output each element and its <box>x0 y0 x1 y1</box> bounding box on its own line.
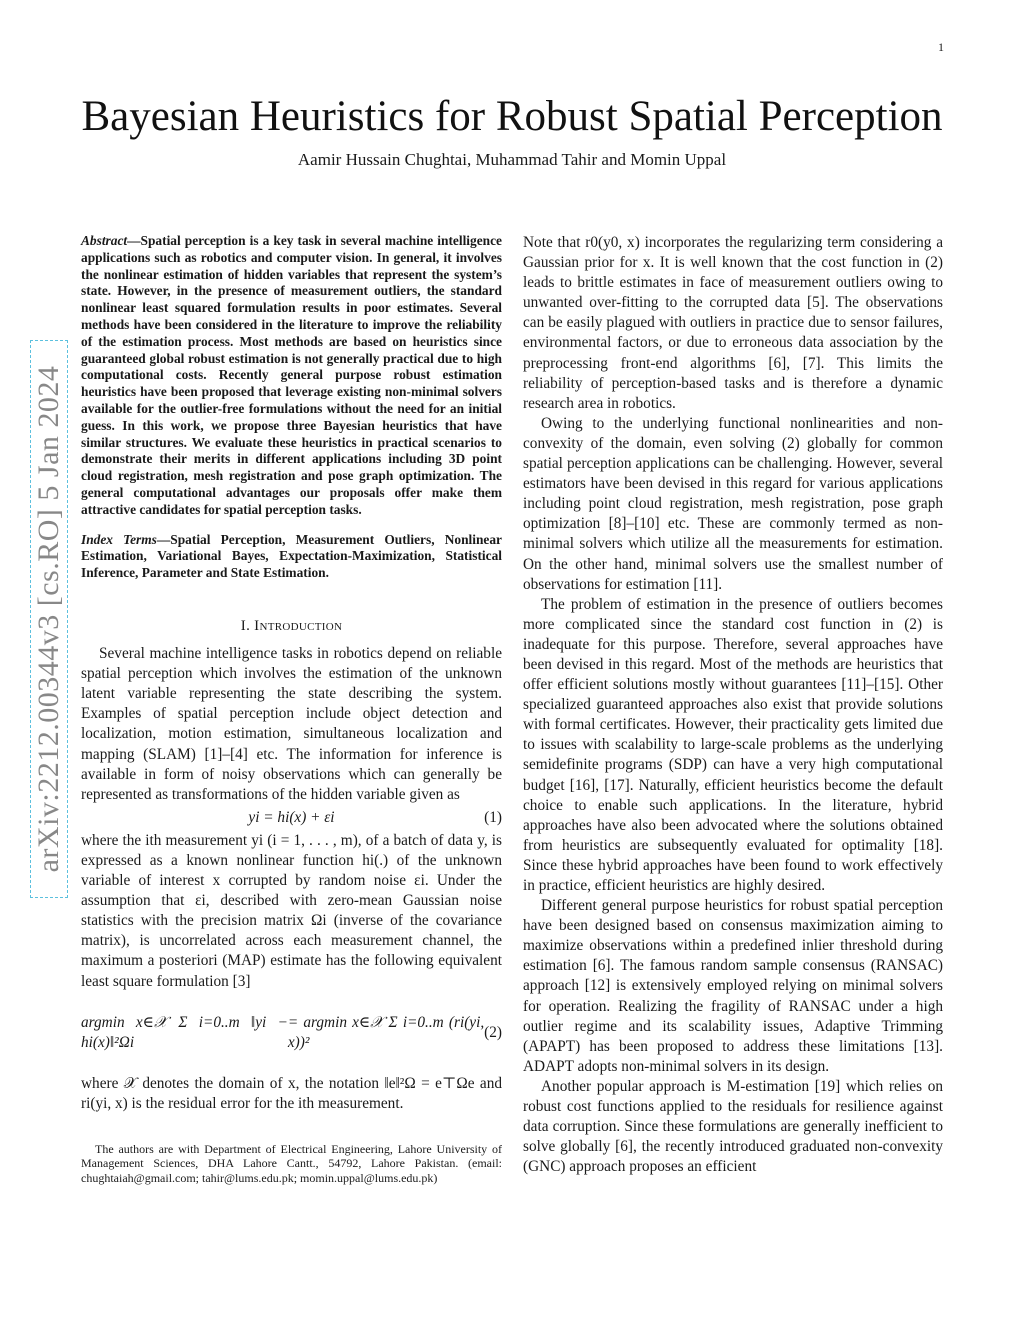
index-terms-label: Index Terms <box>81 531 157 547</box>
paper-authors: Aamir Hussain Chughtai, Muhammad Tahir and Momin Uppal <box>297 150 727 169</box>
equation-2-lhs: argmin x∈𝒳 Σ i=0..m ‖yi − hi(x)‖²Ωi <box>81 1013 288 1051</box>
right-paragraph-2: Owing to the underlying functional nonlinearities and non-convexity of the domain, even solving (2) globally for common spatial perception applications can be challenging. However, several estimators have been devised in this regard for various applications including point cloud registration, mesh registration, pose graph optimization [8]–[10] etc. These are commonly termed as non-minimal solvers which utilize all the measurements for estimation. On the other hand, minimal solvers use the smallest number of observations for estimation [11]. <box>523 414 943 593</box>
right-column <box>523 233 943 1177</box>
right-paragraph-1: Note that r0(y0, x) incorporates the regularizing term considering a Gaussian prior for x. It is well known that the cost function in (2) leads to brittle estimates in face of measurement outliers owing to unwanted over-fitting to the corrupted data [5]. The observations can be easily plagued with outliers in practice due to sensor failures, environmental factors, or due to erroneous data association by the preprocessing front-end algorithms [6], [7]. This limits the reliability of perception-based tasks and is therefore a dynamic research area in robotics. <box>523 234 943 412</box>
equation-1-number: (1) <box>484 808 502 826</box>
right-paragraph-4: Different general purpose heuristics for robust spatial perception have been designed based on consensus maximization aiming to maximize observations within a predefined inlier threshold during estimation [6]. The famous random sample consensus (RANSAC) approach [12] is extensively employed relying on minimal solvers for operation. Realizing the fragility of RANSAC under a high outlier regime and its scalability issues, Adaptive Trimming (APAPT) has been proposed to address these limitations [13]. ADAPT adopts non-minimal solvers in its design. <box>523 897 943 1075</box>
right-paragraph-3: The problem of estimation in the presence of outliers becomes more complicated since the standard cost function in (2) is inadequate for this purpose. Therefore, several approaches have been devised in this regard. Most of the methods are heuristics that offer efficient solutions mostly without guarantees [11]–[15]. Other specialized guaranteed approaches also exist that provide solutions with formal certificates. However, their practicality gets limited due to issues with scalability to large-scale problems as the underlying semidefinite programs (SDP) can have a very high computational budget [16], [17]. Naturally, efficient heuristics become the default choice to enable such applications. In the literature, hybrid approaches have also been advocated where the solutions obtained from heuristics are subsequently evaluated for optimality [18]. Since these hybrid approaches have been found to work effectively in practice, efficient heuristics are highly desired. <box>523 595 943 894</box>
index-terms-text: —Spatial Perception, Measurement Outliers, Nonlinear Estimation, Variational Bayes, Expectation-Maximization, Statistical Inference, Parameter and State Estimation. <box>81 531 502 581</box>
intro-paragraph-2: where the ith measurement yi (i = 1, . . . , m), of a batch of data y, is expressed as a known nonlinear function hi(.) of the unknown variable of interest x corrupted by random noise εi. Under the assumption that εi, described with zero-mean Gaussian noise statistics with the precision matrix Ωi (inverse of the covariance matrix), is uncorrelated across each measurement channel, the maximum a posteriori (MAP) estimate has the following equivalent least square formulation [3] <box>81 831 502 990</box>
right-paragraph-5: Another popular approach is M-estimation [19] which relies on robust cost functions applied to the residuals for resilience against data corruption. Since these formulations are generally inefficient to solve globally [6], the recently introduced graduated non-convexity (GNC) approach proposes an efficient <box>523 1077 943 1176</box>
page-number: 1 <box>938 40 944 54</box>
author-footnote: The authors are with Department of Electrical Engineering, Lahore University of Management Sciences, DHA Lahore Cantt., 54792, Lahore Pakistan. (email: chughtaiah@gmail.com; tahir@lums.edu.pk; momin.uppal@lums.edu.pk) <box>81 1141 502 1185</box>
abstract-text: —Spatial perception is a key task in several machine intelligence applications such as robotics and computer vision. In general, it involves the nonlinear estimation of hidden variables that represent the system’s state. However, in the presence of measurement outliers, the standard nonlinear least squared formulation results in poor estimates. Several methods have been considered in the literature to improve the reliability of the estimation process. Most methods are based on heuristics since guaranteed global robust estimation is not generally practical due to high computational costs. Recently general purpose robust estimation heuristics have been proposed that leverage existing non-minimal solvers available for the outlier-free formulations without the need for an initial guess. In this work, we propose three Bayesian heuristics that have similar structures. We evaluate these heuristics in practical scenarios to demonstrate their merits in different applications including 3D point cloud registration, mesh registration and pose graph optimization. The general computational advantages our proposals offer make them attractive candidates for spatial perception tasks. <box>81 233 502 517</box>
equation-2 <box>81 998 502 1068</box>
arxiv-identifier: arXiv:2212.00344v3 [cs.RO] 5 Jan 2024 <box>32 365 65 873</box>
equation-2-rhs: = argmin x∈𝒳 Σ i=0..m (ri(yi, x))² <box>287 1013 485 1051</box>
equation-2-number: (2) <box>484 1023 502 1041</box>
intro-paragraph-3: where 𝒳 denotes the domain of x, the notation ‖e‖²Ω = e⊤Ωe and ri(yi, x) is the residual error for the ith measurement. <box>81 1074 502 1112</box>
equation-1 <box>81 808 502 828</box>
intro-paragraph-1: Several machine intelligence tasks in robotics depend on reliable spatial perception which involves the estimation of the unknown latent variable representing the state describing the system. Examples of spatial perception include object detection and localization, motion estimation, simultaneous localization and mapping (SLAM) [1]–[4] etc. The information for inference is available in form of noisy observations which can generally be represented as transformations of the hidden variable given as <box>81 645 502 803</box>
paper-title: Bayesian Heuristics for Robust Spatial Perception <box>81 93 943 140</box>
left-column <box>81 233 502 1185</box>
equation-1-body: yi = hi(x) + εi <box>248 808 335 826</box>
arxiv-identifier-box <box>30 340 68 898</box>
abstract-label: Abstract <box>81 233 128 248</box>
section-heading-introduction: I. Introduction <box>240 617 343 634</box>
index-terms <box>81 532 502 582</box>
abstract <box>81 233 502 519</box>
